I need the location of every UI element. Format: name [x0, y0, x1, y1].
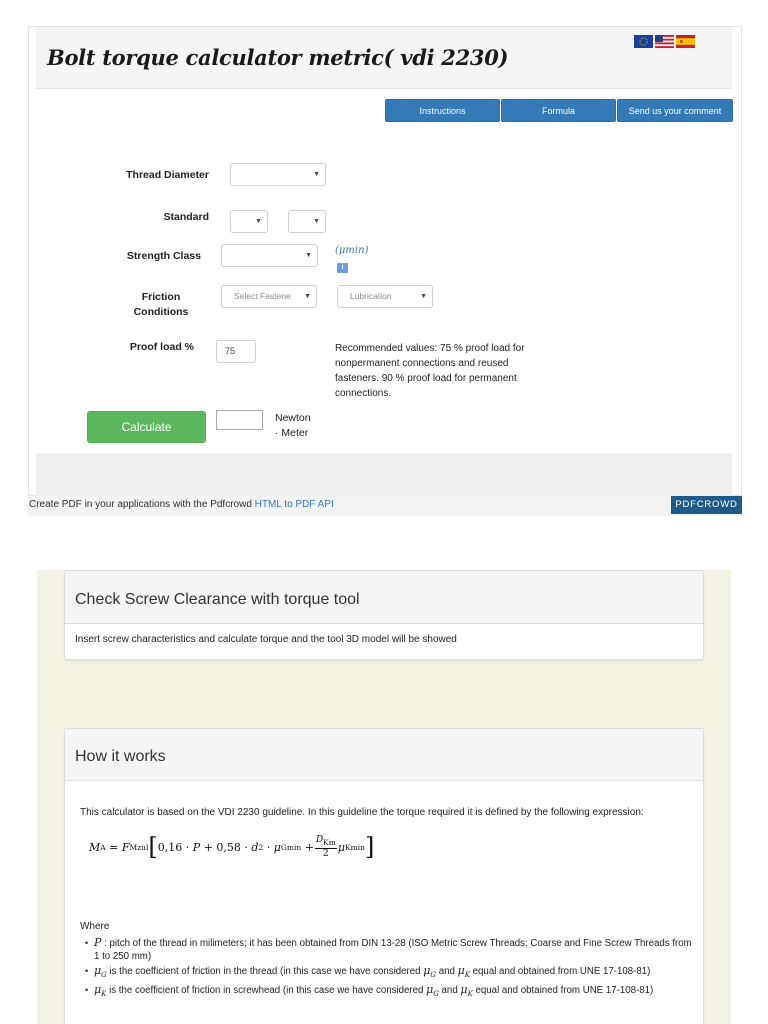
clearance-panel-heading: Check Screw Clearance with torque tool [65, 571, 703, 624]
list-item: • P : pitch of the thread in milimeters; it has been obtained from DIN 13-28 (ISO Metric Screw Threads; Coarse and Fine Screw Threads from 1 to 250 mm) [94, 937, 694, 963]
strength-class-label: Strength Class [126, 250, 201, 262]
and-text: and [438, 966, 455, 977]
es-flag-icon[interactable] [676, 35, 695, 48]
and-text: and [441, 984, 458, 996]
list-item: • $\mu_G$ is the coefficient of friction in the thread (in this case we have considered $\mu_G$ and $\mu_K$ equal and obtained from UNE 17-108-81) [94, 965, 694, 982]
html-to-pdf-link[interactable]: HTML to PDF API [254, 499, 334, 510]
definition-tail: equal and obtained from UNE 17-108-81) [475, 984, 654, 996]
caret-down-icon: ▼ [313, 171, 320, 178]
proof-load-label: Proof load % [129, 341, 194, 353]
where-label: Where [80, 921, 110, 932]
fastener-select-text: Select Fastene [234, 291, 291, 301]
eu-flag-icon[interactable] [634, 35, 653, 48]
formula-button[interactable]: Formula [501, 99, 616, 122]
definitions-list [94, 937, 694, 1002]
proof-load-input[interactable]: 75 [216, 340, 256, 363]
friction-conditions-label: Friction Conditions [133, 291, 189, 318]
how-it-works-intro: This calculator is based on the VDI 2230 guideline. In this guideline the torque required it is defined by the following expression: [80, 807, 644, 818]
clearance-panel [64, 570, 704, 660]
title-bar [36, 27, 732, 89]
lubrication-select[interactable] [337, 285, 433, 308]
calculate-button[interactable]: Calculate [87, 411, 206, 443]
definition-text: : pitch of the thread in milimeters; it has been obtained from DIN 13-28 (ISO Metric Screw Threads; Coarse and Fine Screw Threads from 1 to 250 mm) [94, 938, 692, 962]
caret-down-icon: ▼ [255, 218, 262, 225]
clearance-panel-body: Insert screw characteristics and calculate torque and the tool 3D model will be showed [75, 634, 457, 645]
torque-formula: M A = F Mzul [ 0,16 · P + 0,58 · d 2 · μ Gmin + $\frac{D_{Km}}{2}$ μ Kmin ] [89, 833, 375, 861]
thread-diameter-select[interactable] [230, 163, 326, 186]
us-flag-icon[interactable] [655, 35, 674, 48]
fastener-select[interactable] [221, 285, 317, 308]
caret-down-icon: ▼ [420, 293, 427, 300]
definition-tail: equal and obtained from UNE 17-108-81) [472, 966, 651, 977]
list-item: • $\mu_K$ is the coefficient of friction in screwhead (in this case we have considered $\mu_G$ and $\mu_K$ equal and obtained from UNE 17-108-81) [94, 984, 694, 1001]
definition-text: is the coefficient of friction in the thread (in this case we have considered [109, 966, 421, 977]
standard-select-1[interactable] [230, 210, 268, 233]
card-footer [36, 453, 732, 497]
how-it-works-heading: How it works [65, 729, 703, 781]
standard-label: Standard [163, 211, 209, 223]
instructions-button[interactable]: Instructions [385, 99, 500, 122]
pdfcrowd-banner [28, 496, 742, 516]
calculator-card [28, 26, 742, 496]
pdfcrowd-logo[interactable]: PDFCROWD [671, 496, 742, 514]
strength-class-select[interactable] [221, 244, 318, 267]
caret-down-icon: ▼ [304, 293, 311, 300]
definition-text: is the coefficient of friction in screwhead (in this case we have considered [109, 984, 424, 996]
lubrication-select-text: Lubrication [350, 291, 392, 301]
language-flags [634, 35, 695, 48]
page-two [37, 570, 731, 1024]
send-comment-button[interactable]: Send us your comment [617, 99, 733, 122]
page-title: Bolt torque calculator metric( vdi 2230) [47, 45, 509, 70]
pdfcrowd-text: Create PDF in your applications with the Pdfcrowd [29, 499, 252, 510]
info-icon[interactable]: i [337, 263, 348, 273]
mu-min-link[interactable]: (μmin) [335, 245, 369, 256]
caret-down-icon: ▼ [313, 218, 320, 225]
standard-select-2[interactable] [288, 210, 326, 233]
caret-down-icon: ▼ [305, 252, 312, 259]
torque-unit-label: Newton · Meter [275, 412, 311, 439]
how-it-works-panel [64, 728, 704, 1024]
torque-result-output [216, 410, 263, 430]
thread-diameter-label: Thread Diameter [126, 169, 209, 181]
proof-load-recommendation: Recommended values: 75 % proof load for nonpermanent connections and reused fasteners. 90 % proof load for permanent connections. [335, 343, 525, 399]
